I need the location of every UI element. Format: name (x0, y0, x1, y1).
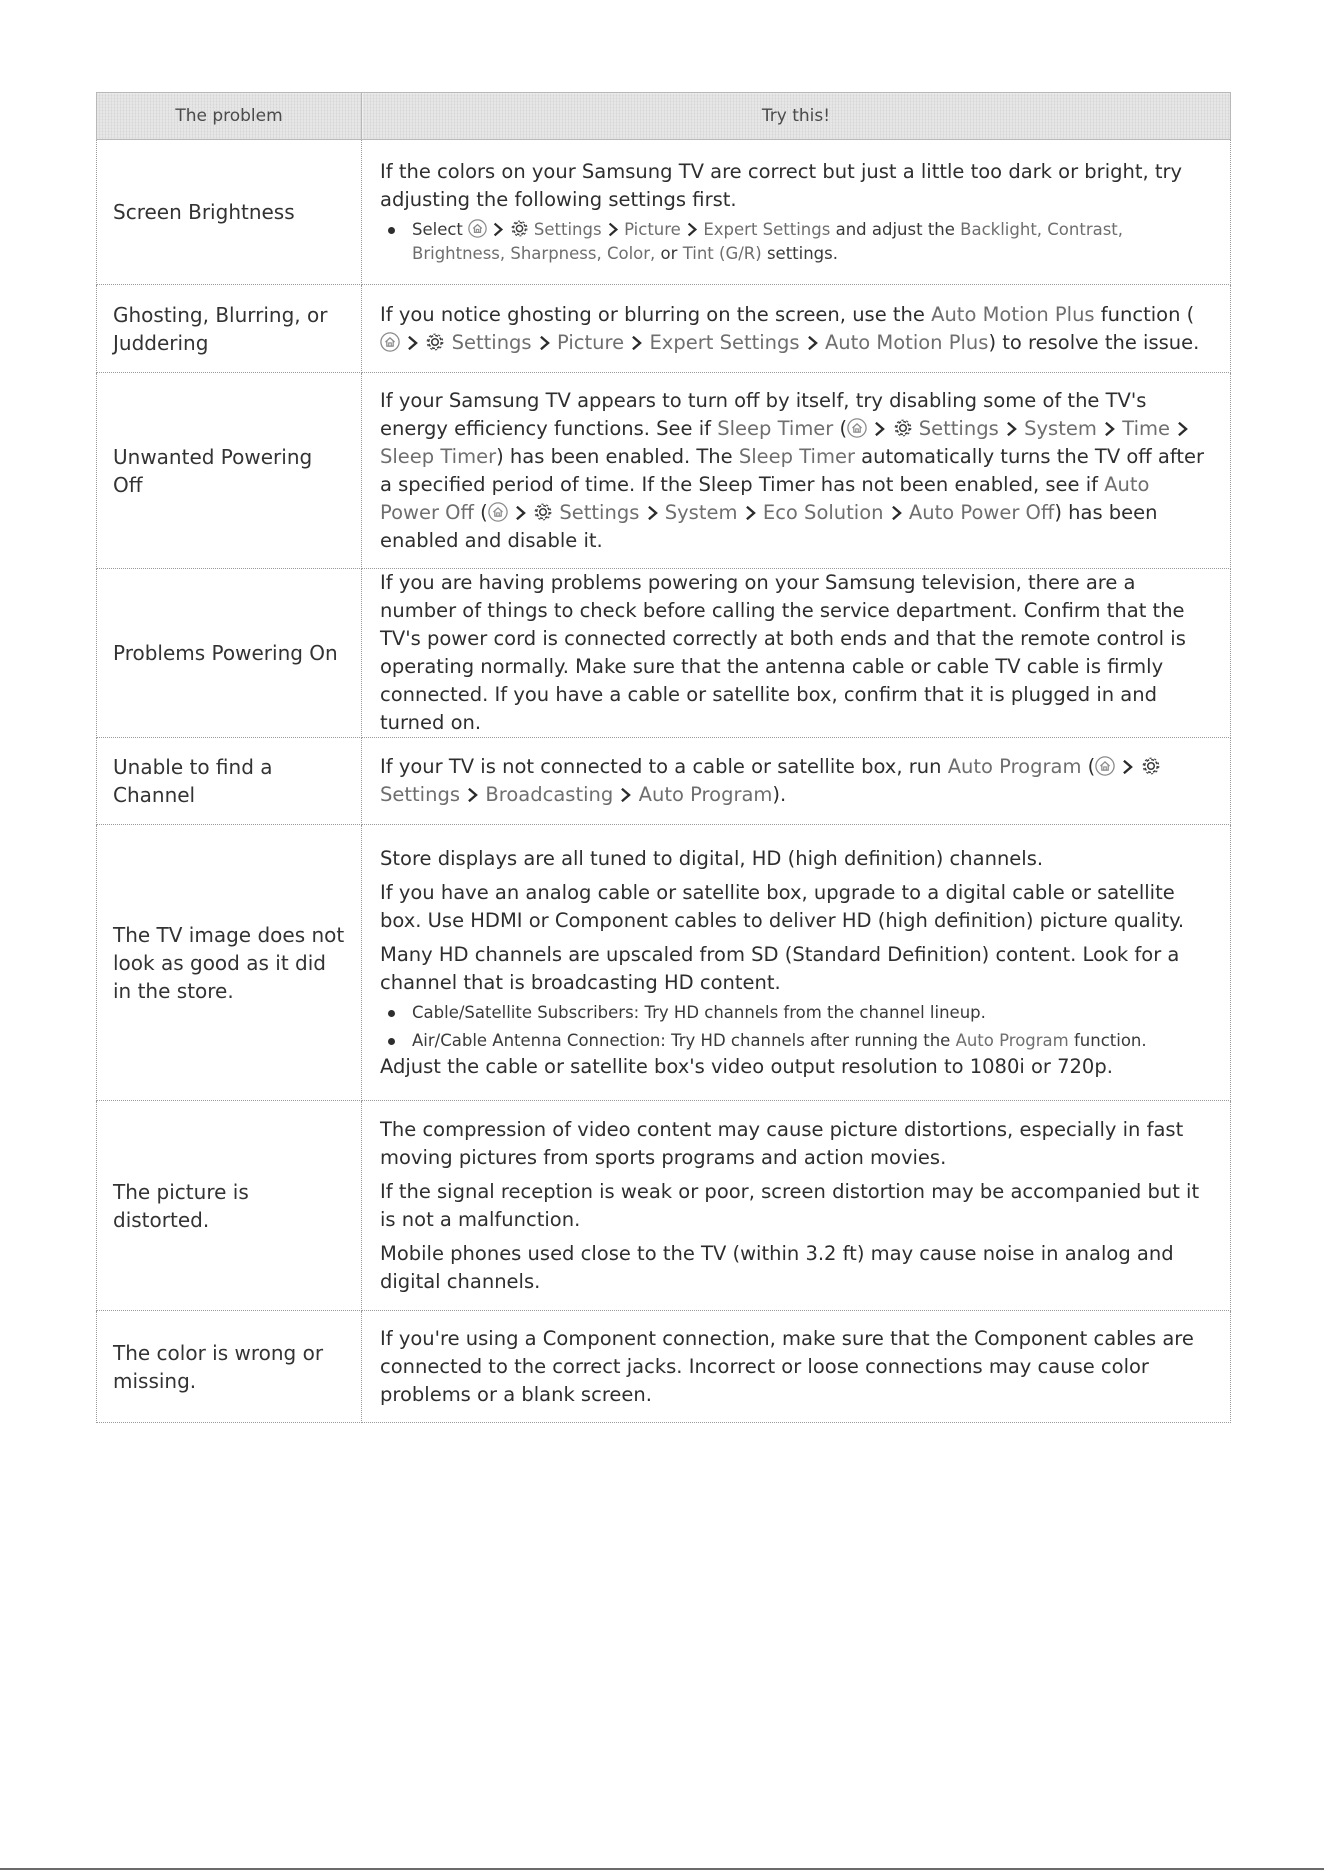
solution-text: Many HD channels are upscaled from SD (Standard Definition) content. Look for a channel that is broadcasting HD content. (380, 942, 1180, 994)
chevron-right-icon (1176, 420, 1189, 438)
solution-cell (362, 1311, 1231, 1423)
solution-text: If you're using a Component connection, make sure that the Component cables are connected to the correct jacks. Incorrect or loose connections may cause color problems or a blank screen. (380, 1326, 1194, 1406)
menu-path-sleep-timer: Sleep Timer (380, 444, 497, 468)
feature-name: Auto Power Off (380, 472, 1150, 524)
chevron-right-icon (1121, 758, 1134, 776)
solution-cell (362, 1101, 1231, 1311)
table-row (97, 1311, 1231, 1423)
solution-cell (362, 373, 1231, 569)
list-item (380, 1029, 1212, 1053)
menu-path-expert-settings: Expert Settings (703, 220, 831, 239)
menu-path-picture: Picture (557, 330, 625, 354)
solution-cell (362, 825, 1231, 1101)
menu-path-auto-motion-plus: Auto Motion Plus (824, 330, 989, 354)
menu-path-time: Time (1122, 416, 1170, 440)
table-row (97, 569, 1231, 738)
inline-text: ) to resolve the issue. (988, 330, 1200, 354)
chevron-right-icon (1005, 420, 1018, 438)
bullet-icon (388, 227, 395, 234)
chevron-right-icon (744, 504, 757, 522)
solution-text: The compression of video content may cause picture distortions, especially in fast moving pictures from sports programs and action movies. (380, 1117, 1184, 1169)
gear-icon (893, 418, 913, 438)
problem-cell: The picture is distorted. (97, 1101, 362, 1311)
chevron-right-icon (646, 504, 659, 522)
problem-cell: Problems Powering On (97, 569, 362, 738)
menu-path-settings: Settings (380, 783, 460, 806)
list-item (380, 218, 1212, 266)
menu-path-expert-settings: Expert Settings (649, 330, 800, 354)
table-row (97, 285, 1231, 373)
inline-text: ( (839, 416, 848, 440)
solution-text: Mobile phones used close to the TV (within 3.2 ft) may cause noise in analog and digital channels. (380, 1241, 1174, 1293)
chevron-right-icon (1103, 420, 1116, 438)
chevron-right-icon (538, 334, 551, 352)
bullet-text: Cable/Satellite Subscribers: Try HD channels from the channel lineup. (412, 1002, 986, 1022)
home-icon (488, 502, 508, 522)
chevron-right-icon (607, 221, 619, 238)
menu-path-broadcasting: Broadcasting (485, 783, 614, 806)
feature-name: Sleep Timer (738, 444, 855, 468)
feature-name: Sleep Timer (717, 416, 834, 440)
menu-path-auto-power-off: Auto Power Off (908, 500, 1055, 524)
feature-name: Auto Motion Plus (931, 302, 1095, 326)
setting-options: Tint (G/R) (682, 244, 762, 263)
table-row (97, 738, 1231, 825)
gear-icon (533, 502, 553, 522)
problem-cell: The TV image does not look as good as it did in the store. (97, 825, 362, 1101)
menu-path-picture: Picture (624, 220, 681, 239)
chevron-right-icon (873, 420, 886, 438)
chevron-right-icon (406, 334, 419, 352)
feature-name: Auto Program (955, 1030, 1069, 1050)
select-text: Select (412, 220, 463, 239)
bullet-icon (388, 1010, 395, 1017)
setting-options: Backlight, Contrast, Brightness, Sharpness, Color, (412, 220, 1124, 263)
bullet-icon (388, 1038, 395, 1045)
page-bottom-rule (0, 1868, 1324, 1870)
problem-cell: Ghosting, Blurring, or Juddering (97, 285, 362, 373)
troubleshooting-table (96, 92, 1231, 1423)
home-icon (380, 332, 400, 352)
chevron-right-icon (686, 221, 698, 238)
solution-text: Store displays are all tuned to digital, HD (high definition) channels. (380, 846, 1044, 870)
solution-text (380, 301, 1212, 357)
menu-path-eco-solution: Eco Solution (762, 500, 884, 524)
solution-cell (362, 285, 1231, 373)
inline-text: If you notice ghosting or blurring on the screen, use the (380, 302, 925, 326)
chevron-right-icon (466, 786, 479, 804)
inline-text: function ( (1100, 302, 1195, 326)
feature-name: Auto Program (947, 755, 1082, 778)
menu-path-auto-program: Auto Program (638, 783, 773, 806)
header-problem: The problem (97, 93, 362, 140)
inline-text: ( (480, 500, 488, 524)
bullet-text: function. (1073, 1030, 1147, 1050)
table-row (97, 373, 1231, 569)
inline-text: ) has been enabled. The (496, 444, 733, 468)
problem-cell: The color is wrong or missing. (97, 1311, 362, 1423)
header-try: Try this! (362, 93, 1231, 140)
chevron-right-icon (619, 786, 632, 804)
chevron-right-icon (630, 334, 643, 352)
chevron-right-icon (806, 334, 819, 352)
inline-text: If your TV is not connected to a cable or satellite box, run (380, 755, 942, 778)
inline-text: and adjust the (835, 220, 955, 239)
chevron-right-icon (890, 504, 903, 522)
bullet-list (380, 1001, 1212, 1053)
problem-cell: Unwanted Powering Off (97, 373, 362, 569)
inline-text: ) has been enabled and disable it. (380, 500, 1158, 552)
solution-text: If the colors on your Samsung TV are correct but just a little too dark or bright, try adjusting the following settings first. (380, 160, 1183, 211)
solution-text: If you have an analog cable or satellite box, upgrade to a digital cable or satellite box. Use HDMI or Component cables to deliver HD (high definition) picture quality. (380, 880, 1185, 932)
inline-text: or (660, 244, 678, 263)
problem-cell: Unable to find a Channel (97, 738, 362, 825)
home-icon (468, 219, 487, 238)
inline-text: automatically turns the TV off after a specified period of time. If the Sleep Timer has not been enabled, see if (380, 444, 1205, 496)
bullet-text: Air/Cable Antenna Connection: Try HD channels after running the (412, 1030, 951, 1050)
solution-text: If the signal reception is weak or poor, screen distortion may be accompanied but it is not a malfunction. (380, 1179, 1200, 1231)
home-icon (847, 418, 867, 438)
chevron-right-icon (492, 221, 504, 238)
solution-text: Adjust the cable or satellite box's video output resolution to 1080i or 720p. (380, 1054, 1113, 1078)
inline-text: If your Samsung TV appears to turn off by itself, try disabling some of the TV's energy efficiency functions. See if (380, 388, 1147, 440)
menu-path-settings: Settings (451, 330, 532, 354)
menu-path-system: System (1024, 416, 1097, 440)
inline-text: settings. (766, 244, 838, 263)
solution-cell (362, 140, 1231, 285)
solution-cell (362, 569, 1231, 738)
solution-text (380, 387, 1212, 555)
menu-path-system: System (664, 500, 738, 524)
bullet-list (380, 218, 1212, 266)
solution-text: If you are having problems powering on your Samsung television, there are a number of things to check before calling the service department. Confirm that the TV's power cord is connected correctly at both ends and that the remote control is operating normally. Make sure that the antenna cable or cable TV cable is firmly connected. If you have a cable or satellite box, confirm that it is plugged in and turned on. (380, 571, 1186, 734)
inline-text: ). (772, 783, 787, 806)
solution-text (380, 753, 1212, 809)
menu-path-settings: Settings (559, 500, 640, 524)
chevron-right-icon (514, 504, 527, 522)
list-item (380, 1001, 1212, 1025)
menu-path-settings: Settings (918, 416, 999, 440)
problem-cell: Screen Brightness (97, 140, 362, 285)
table-row (97, 140, 1231, 285)
gear-icon (1141, 756, 1161, 776)
inline-text: ( (1087, 755, 1096, 778)
table-row (97, 1101, 1231, 1311)
solution-cell (362, 738, 1231, 825)
table-row (97, 825, 1231, 1101)
table-header-row (97, 93, 1231, 140)
home-icon (1095, 756, 1115, 776)
gear-icon (510, 219, 529, 238)
menu-path-settings: Settings (533, 220, 602, 239)
gear-icon (425, 332, 445, 352)
